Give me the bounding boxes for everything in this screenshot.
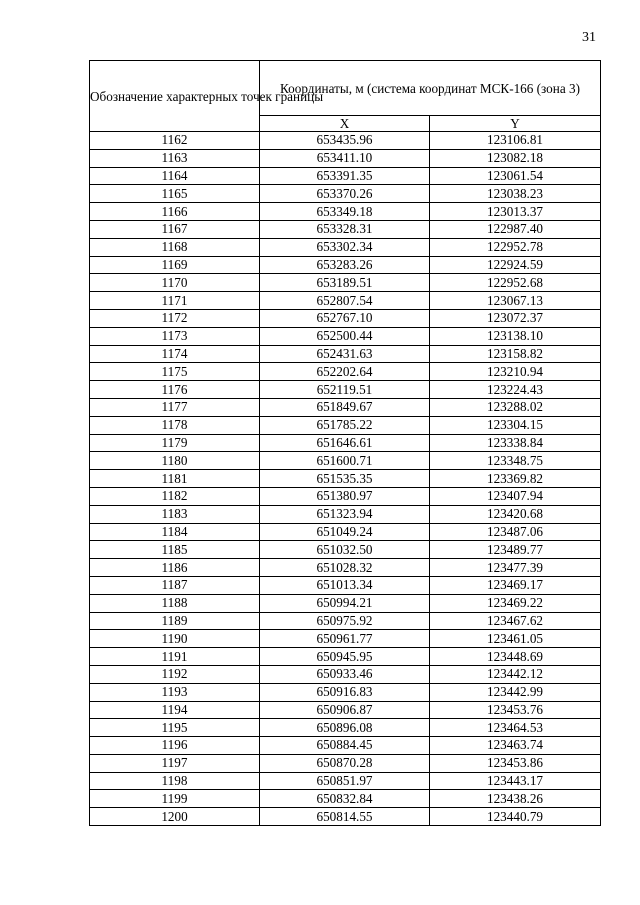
y-coordinate-cell: 122952.68 (430, 274, 601, 292)
y-coordinate-cell: 123440.79 (430, 808, 601, 826)
y-coordinate-cell: 123477.39 (430, 559, 601, 577)
y-coordinate-cell: 123082.18 (430, 149, 601, 167)
x-coordinate-cell: 653283.26 (260, 256, 430, 274)
y-coordinate-cell: 123463.74 (430, 737, 601, 755)
x-coordinate-cell: 650896.08 (260, 719, 430, 737)
table-row (90, 772, 601, 790)
table-row (90, 523, 601, 541)
point-cell: 1172 (90, 309, 260, 327)
table-row (90, 505, 601, 523)
point-cell: 1193 (90, 683, 260, 701)
y-coordinate-cell: 123210.94 (430, 363, 601, 381)
table-row (90, 630, 601, 648)
x-coordinate-cell: 651323.94 (260, 505, 430, 523)
y-coordinate-cell: 123224.43 (430, 381, 601, 399)
x-coordinate-cell: 653411.10 (260, 149, 430, 167)
point-cell: 1190 (90, 630, 260, 648)
point-cell: 1184 (90, 523, 260, 541)
table-row (90, 754, 601, 772)
table-row (90, 665, 601, 683)
y-coordinate-cell: 123438.26 (430, 790, 601, 808)
x-coordinate-cell: 651049.24 (260, 523, 430, 541)
y-coordinate-cell: 123407.94 (430, 487, 601, 505)
table-row (90, 452, 601, 470)
point-cell: 1189 (90, 612, 260, 630)
y-coordinate-cell: 123158.82 (430, 345, 601, 363)
x-coordinate-cell: 651032.50 (260, 541, 430, 559)
table-header (90, 61, 601, 132)
x-coordinate-cell: 650814.55 (260, 808, 430, 826)
y-coordinate-cell: 123464.53 (430, 719, 601, 737)
x-coordinate-cell: 652202.64 (260, 363, 430, 381)
point-cell: 1166 (90, 203, 260, 221)
point-cell: 1187 (90, 576, 260, 594)
y-coordinate-cell: 123348.75 (430, 452, 601, 470)
y-coordinate-cell: 122987.40 (430, 220, 601, 238)
point-cell: 1177 (90, 398, 260, 416)
coordinates-header: Координаты, м (система координат МСК-166 (зона 3) (260, 61, 601, 116)
point-cell: 1163 (90, 149, 260, 167)
y-coordinate-cell: 123443.17 (430, 772, 601, 790)
y-coordinate-cell: 123442.99 (430, 683, 601, 701)
y-column-header: Y (430, 116, 601, 132)
x-coordinate-cell: 650961.77 (260, 630, 430, 648)
y-coordinate-cell: 123453.76 (430, 701, 601, 719)
x-coordinate-cell: 653370.26 (260, 185, 430, 203)
table-row (90, 292, 601, 310)
point-cell: 1192 (90, 665, 260, 683)
x-coordinate-cell: 651380.97 (260, 487, 430, 505)
x-coordinate-cell: 653328.31 (260, 220, 430, 238)
point-cell: 1195 (90, 719, 260, 737)
table-body (90, 132, 601, 826)
x-coordinate-cell: 650906.87 (260, 701, 430, 719)
table-row (90, 434, 601, 452)
y-coordinate-cell: 123469.22 (430, 594, 601, 612)
point-cell: 1186 (90, 559, 260, 577)
x-coordinate-cell: 651849.67 (260, 398, 430, 416)
x-coordinate-cell: 650832.84 (260, 790, 430, 808)
point-cell: 1175 (90, 363, 260, 381)
y-coordinate-cell: 123467.62 (430, 612, 601, 630)
y-coordinate-cell: 123288.02 (430, 398, 601, 416)
y-coordinate-cell: 123038.23 (430, 185, 601, 203)
table-row (90, 185, 601, 203)
y-coordinate-cell: 123420.68 (430, 505, 601, 523)
x-coordinate-cell: 652119.51 (260, 381, 430, 399)
table-row (90, 416, 601, 434)
table-row (90, 737, 601, 755)
point-cell: 1188 (90, 594, 260, 612)
y-coordinate-cell: 123061.54 (430, 167, 601, 185)
point-cell: 1182 (90, 487, 260, 505)
table-row (90, 683, 601, 701)
y-coordinate-cell: 123448.69 (430, 648, 601, 666)
point-cell: 1171 (90, 292, 260, 310)
page-number: 31 (582, 30, 596, 45)
y-coordinate-cell: 123072.37 (430, 309, 601, 327)
table-row (90, 541, 601, 559)
table-row (90, 612, 601, 630)
x-coordinate-cell: 651600.71 (260, 452, 430, 470)
table-row (90, 309, 601, 327)
point-cell: 1200 (90, 808, 260, 826)
x-coordinate-cell: 651785.22 (260, 416, 430, 434)
y-coordinate-cell: 123338.84 (430, 434, 601, 452)
table-row (90, 576, 601, 594)
x-coordinate-cell: 650975.92 (260, 612, 430, 630)
point-cell: 1181 (90, 470, 260, 488)
table-row (90, 470, 601, 488)
x-coordinate-cell: 650916.83 (260, 683, 430, 701)
point-cell: 1173 (90, 327, 260, 345)
y-coordinate-cell: 123013.37 (430, 203, 601, 221)
x-column-header: X (260, 116, 430, 132)
x-coordinate-cell: 650994.21 (260, 594, 430, 612)
y-coordinate-cell: 122924.59 (430, 256, 601, 274)
table-row (90, 327, 601, 345)
table-row (90, 203, 601, 221)
y-coordinate-cell: 123442.12 (430, 665, 601, 683)
x-coordinate-cell: 653391.35 (260, 167, 430, 185)
y-coordinate-cell: 123453.86 (430, 754, 601, 772)
y-coordinate-cell: 123067.13 (430, 292, 601, 310)
point-cell: 1167 (90, 220, 260, 238)
point-cell: 1198 (90, 772, 260, 790)
y-coordinate-cell: 122952.78 (430, 238, 601, 256)
table-row (90, 808, 601, 826)
table-row (90, 381, 601, 399)
point-cell: 1170 (90, 274, 260, 292)
table-row (90, 345, 601, 363)
x-coordinate-cell: 652807.54 (260, 292, 430, 310)
table-row (90, 559, 601, 577)
point-cell: 1183 (90, 505, 260, 523)
x-coordinate-cell: 653435.96 (260, 132, 430, 150)
table-row (90, 256, 601, 274)
point-cell: 1199 (90, 790, 260, 808)
table-row (90, 274, 601, 292)
point-cell: 1180 (90, 452, 260, 470)
y-coordinate-cell: 123461.05 (430, 630, 601, 648)
x-coordinate-cell: 652431.63 (260, 345, 430, 363)
y-coordinate-cell: 123489.77 (430, 541, 601, 559)
x-coordinate-cell: 651013.34 (260, 576, 430, 594)
y-coordinate-cell: 123469.17 (430, 576, 601, 594)
table-row (90, 363, 601, 381)
x-coordinate-cell: 653302.34 (260, 238, 430, 256)
point-cell: 1179 (90, 434, 260, 452)
y-coordinate-cell: 123369.82 (430, 470, 601, 488)
x-coordinate-cell: 651646.61 (260, 434, 430, 452)
point-cell: 1194 (90, 701, 260, 719)
table-row (90, 719, 601, 737)
table-row (90, 132, 601, 150)
x-coordinate-cell: 650851.97 (260, 772, 430, 790)
point-cell: 1191 (90, 648, 260, 666)
x-coordinate-cell: 651028.32 (260, 559, 430, 577)
coordinates-table (89, 60, 601, 826)
point-cell: 1168 (90, 238, 260, 256)
y-coordinate-cell: 123106.81 (430, 132, 601, 150)
point-cell: 1185 (90, 541, 260, 559)
y-coordinate-cell: 123304.15 (430, 416, 601, 434)
table-row (90, 220, 601, 238)
table-row (90, 701, 601, 719)
x-coordinate-cell: 650870.28 (260, 754, 430, 772)
table-row (90, 594, 601, 612)
x-coordinate-cell: 650884.45 (260, 737, 430, 755)
table-row (90, 398, 601, 416)
x-coordinate-cell: 651535.35 (260, 470, 430, 488)
table-row (90, 149, 601, 167)
table-row (90, 648, 601, 666)
point-cell: 1164 (90, 167, 260, 185)
point-cell: 1197 (90, 754, 260, 772)
point-cell: 1162 (90, 132, 260, 150)
y-coordinate-cell: 123487.06 (430, 523, 601, 541)
y-coordinate-cell: 123138.10 (430, 327, 601, 345)
point-cell: 1196 (90, 737, 260, 755)
table-row (90, 487, 601, 505)
point-cell: 1174 (90, 345, 260, 363)
point-cell: 1165 (90, 185, 260, 203)
x-coordinate-cell: 653189.51 (260, 274, 430, 292)
point-cell: 1178 (90, 416, 260, 434)
x-coordinate-cell: 652500.44 (260, 327, 430, 345)
x-coordinate-cell: 653349.18 (260, 203, 430, 221)
x-coordinate-cell: 650933.46 (260, 665, 430, 683)
x-coordinate-cell: 652767.10 (260, 309, 430, 327)
point-cell: 1176 (90, 381, 260, 399)
x-coordinate-cell: 650945.95 (260, 648, 430, 666)
point-designation-header: Обозначение характерных точек границы (90, 61, 260, 132)
table-row (90, 238, 601, 256)
table-row (90, 790, 601, 808)
table-row (90, 167, 601, 185)
point-cell: 1169 (90, 256, 260, 274)
